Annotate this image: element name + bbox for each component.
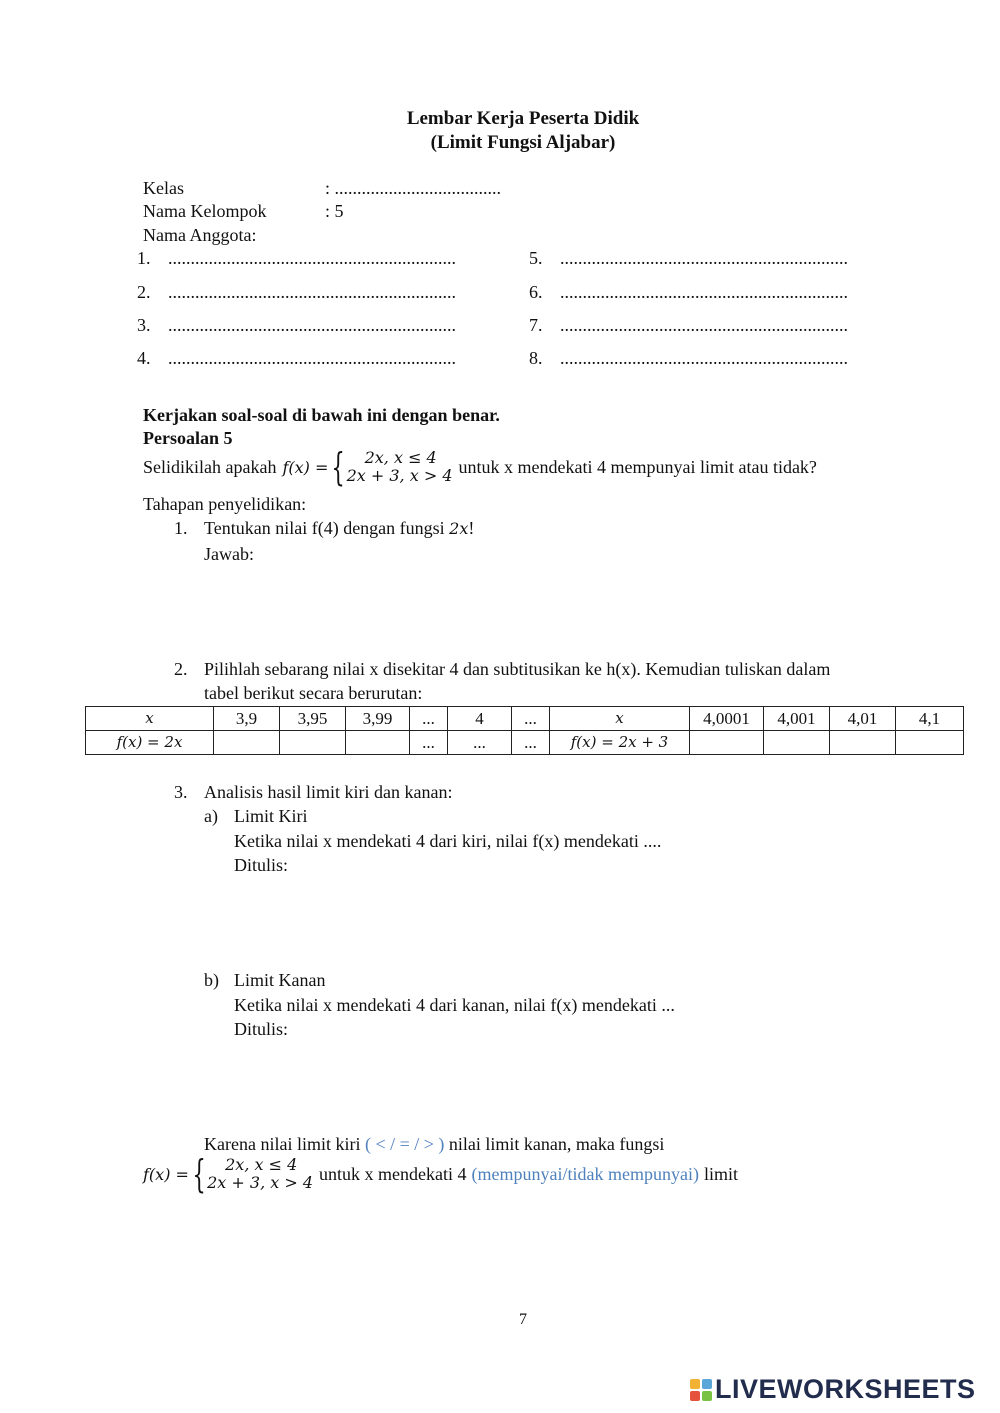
answer-cell[interactable] <box>280 731 346 755</box>
case-one: 2x, x ≤ 4 <box>225 1154 298 1174</box>
sub-label: b) <box>204 970 219 990</box>
member-line: ................................................................ <box>560 248 848 268</box>
table-cell: ... <box>512 707 550 731</box>
conclusion-text: untuk x mendekati 4 <box>319 1163 467 1184</box>
member-line: ................................................................ <box>168 282 456 302</box>
piecewise-cases <box>207 1156 313 1193</box>
limit-existence-choice[interactable]: (mempunyai/tidak mempunyai) <box>471 1163 699 1184</box>
step1-suffix: ! <box>468 518 475 538</box>
table-cell: ... <box>512 731 550 755</box>
step-number: 2. <box>174 659 188 679</box>
page-title: Lembar Kerja Peserta Didik <box>406 108 640 129</box>
table-cell: 3,9 <box>214 707 280 731</box>
step1-instruction: Tentukan nilai f(4) dengan fungsi <box>204 518 445 538</box>
conclusion-text: nilai limit kanan, maka fungsi <box>448 1134 665 1154</box>
table-row <box>86 731 964 755</box>
answer-label: Jawab: <box>204 544 254 564</box>
member-number: 5. <box>529 248 543 268</box>
function-label: f(x) = <box>143 1164 189 1184</box>
member-line: ................................................................ <box>560 315 848 335</box>
limit-left-text: Ketika nilai x mendekati 4 dari kiri, nilai f(x) mendekati .... <box>234 831 662 851</box>
step-number: 3. <box>174 782 188 802</box>
table-cell: f(x) = 2x <box>86 731 214 755</box>
conclusion-text: limit <box>703 1163 738 1184</box>
member-line: ................................................................ <box>168 248 456 268</box>
logo-text: LIVEWORKSHEETS <box>715 1374 976 1404</box>
left-brace-icon: { <box>192 1152 206 1196</box>
member-number: 7. <box>529 315 543 335</box>
kelas-label: Kelas <box>143 178 184 198</box>
table-cell: 4,01 <box>830 707 896 731</box>
member-line: ................................................................ <box>168 315 456 335</box>
member-line: ................................................................ <box>168 348 456 368</box>
logo-square <box>690 1379 700 1389</box>
conclusion-text: Karena nilai limit kiri <box>204 1134 361 1154</box>
table-cell: 4,001 <box>764 707 830 731</box>
table-cell: ... <box>448 731 512 755</box>
left-brace-icon: { <box>331 445 346 489</box>
case-two: 2x + 3, x > 4 <box>207 1173 314 1192</box>
limit-left-title: Limit Kiri <box>234 806 308 826</box>
member-number: 8. <box>529 348 543 368</box>
step3-text: Analisis hasil limit kiri dan kanan: <box>204 782 453 802</box>
comparison-choice[interactable]: ( < / = / > ) <box>364 1134 445 1154</box>
page-number: 7 <box>519 1311 527 1328</box>
answer-cell[interactable] <box>896 731 964 755</box>
step2-line1: Pilihlah sebarang nilai x disekitar 4 dan subtitusikan ke h(x). Kemudian tuliskan dalam <box>204 659 831 679</box>
table-cell: 4,0001 <box>690 707 764 731</box>
case-two: 2x + 3, x > 4 <box>346 466 453 485</box>
answer-cell[interactable] <box>214 731 280 755</box>
member-line: ................................................................ <box>560 348 848 368</box>
table-row <box>86 707 964 731</box>
member-line: ................................................................ <box>560 282 848 302</box>
answer-cell[interactable] <box>764 731 830 755</box>
table-cell: 3,95 <box>280 707 346 731</box>
step2-line2: tabel berikut secara berurutan: <box>204 683 423 703</box>
limit-right-title: Limit Kanan <box>234 970 326 990</box>
answer-cell[interactable] <box>690 731 764 755</box>
member-number: 4. <box>137 348 151 368</box>
table-cell: f(x) = 2x + 3 <box>550 731 690 755</box>
function-label: f(x) = <box>282 457 329 477</box>
instruction: Kerjakan soal-soal di bawah ini dengan benar. <box>143 405 500 425</box>
problem-heading: Persoalan 5 <box>143 428 233 448</box>
logo-square <box>702 1391 712 1401</box>
conclusion-line1 <box>204 1134 664 1155</box>
kelas-value: : ..................................... <box>325 178 502 198</box>
table-cell: ... <box>410 707 448 731</box>
step-number: 1. <box>174 518 188 538</box>
case-one: 2x, x ≤ 4 <box>364 447 437 467</box>
kelompok-label: Nama Kelompok <box>143 201 267 221</box>
logo-square <box>702 1379 712 1389</box>
values-table <box>85 706 964 755</box>
answer-cell[interactable] <box>830 731 896 755</box>
liveworksheets-logo[interactable] <box>690 1374 976 1405</box>
limit-right-written: Ditulis: <box>234 1019 289 1039</box>
problem-tail: untuk x mendekati 4 mempunyai limit atau tidak? <box>458 456 817 477</box>
answer-cell[interactable] <box>346 731 410 755</box>
limit-right-text: Ketika nilai x mendekati 4 dari kanan, nilai f(x) mendekati ... <box>234 995 675 1015</box>
table-cell: 4,1 <box>896 707 964 731</box>
limit-left-written: Ditulis: <box>234 855 289 875</box>
sub-label: a) <box>204 806 218 826</box>
conclusion-line2 <box>143 1152 738 1196</box>
table-cell: 4 <box>448 707 512 731</box>
piecewise-cases <box>347 449 453 486</box>
table-cell: ... <box>410 731 448 755</box>
member-number: 3. <box>137 315 151 335</box>
problem-intro: Selidikilah apakah <box>143 456 277 477</box>
table-cell: x <box>550 707 690 731</box>
steps-label: Tahapan penyelidikan: <box>143 494 307 514</box>
table-cell: x <box>86 707 214 731</box>
member-number: 1. <box>137 248 151 268</box>
anggota-label: Nama Anggota: <box>143 225 257 245</box>
member-number: 6. <box>529 282 543 302</box>
logo-mark-icon <box>690 1379 712 1401</box>
problem-statement <box>143 445 817 489</box>
kelompok-value: : 5 <box>325 201 344 221</box>
table-cell: 3,99 <box>346 707 410 731</box>
page-subtitle: (Limit Fungsi Aljabar) <box>430 132 616 153</box>
step1-math: 2x <box>449 519 469 538</box>
member-number: 2. <box>137 282 151 302</box>
step1-text <box>204 518 474 539</box>
logo-square <box>690 1391 700 1401</box>
